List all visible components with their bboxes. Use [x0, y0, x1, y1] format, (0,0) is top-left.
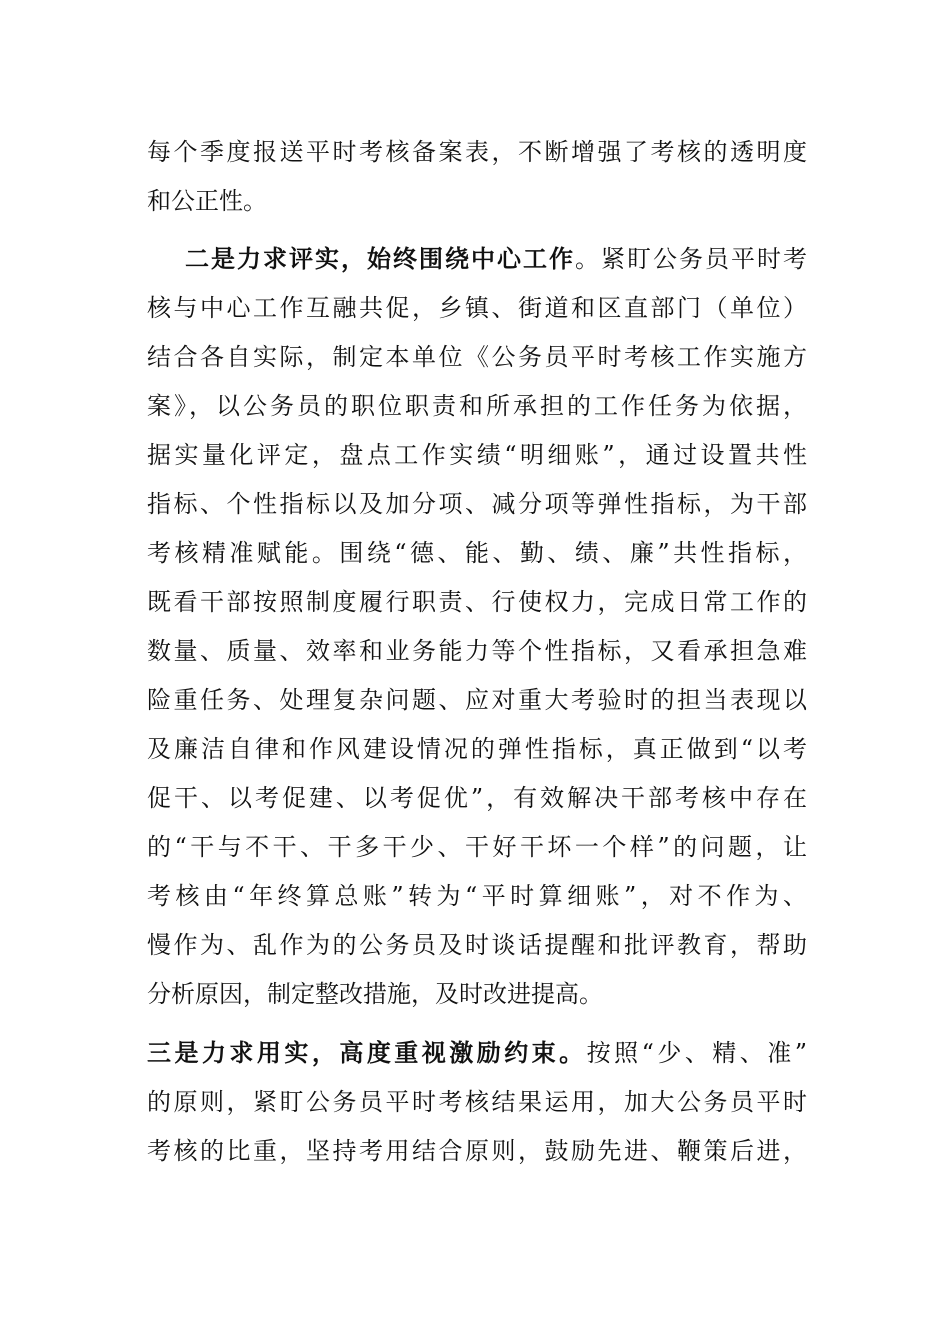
paragraph-2-first-line-text: 。紧盯公务员平时考	[575, 245, 807, 273]
paragraph-3-first-line-text: 按照“少、精、准”	[586, 1039, 807, 1067]
paragraph-2-line-16: 分析原因，制定整改措施，及时改进提高。	[147, 980, 603, 1008]
paragraph-2-line-2: 核与中心工作互融共促，乡镇、街道和区直部门（单位）	[147, 294, 807, 322]
paragraph-2-line-6: 指标、个性指标以及加分项、减分项等弹性指标，为干部	[147, 490, 807, 518]
paragraph-3-line-2: 的原则，紧盯公务员平时考核结果运用，加大公务员平时	[147, 1088, 807, 1116]
paragraph-2-line-13: 的“干与不干、干多干少、干好干坏一个样”的问题，让	[147, 833, 807, 861]
paragraph-2-line-4: 案》，以公务员的职位职责和所承担的工作任务为依据，	[147, 392, 807, 420]
paragraph-2-line-14: 考核由“年终算总账”转为“平时算细账”，对不作为、	[147, 882, 807, 910]
paragraph-2-line-12: 促干、以考促建、以考促优”，有效解决干部考核中存在	[147, 784, 807, 812]
paragraph-2-line-5: 据实量化评定，盘点工作实绩“明细账”，通过设置共性	[147, 441, 807, 469]
paragraph-2-heading: 二是力求评实，始终围绕中心工作	[185, 244, 575, 273]
paragraph-2-line-3: 结合各自实际，制定本单位《公务员平时考核工作实施方	[147, 343, 807, 371]
paragraph-3-line-3: 考核的比重，坚持考用结合原则，鼓励先进、鞭策后进，	[147, 1137, 807, 1165]
paragraph-3-line-1	[147, 1033, 807, 1073]
paragraph-1-line-1: 每个季度报送平时考核备案表，不断增强了考核的透明度	[147, 138, 807, 166]
paragraph-2-line-8: 既看干部按照制度履行职责、行使权力，完成日常工作的	[147, 588, 807, 616]
paragraph-2-line-7: 考核精准赋能。围绕“德、能、勤、绩、廉”共性指标，	[147, 539, 807, 567]
paragraph-3-heading: 三是力求用实，高度重视激励约束。	[147, 1038, 587, 1067]
paragraph-2-line-1	[185, 239, 807, 279]
paragraph-2-line-9: 数量、质量、效率和业务能力等个性指标，又看承担急难	[147, 637, 807, 665]
paragraph-1-line-2: 和公正性。	[147, 187, 267, 215]
paragraph-2-line-15: 慢作为、乱作为的公务员及时谈话提醒和批评教育，帮助	[147, 931, 807, 959]
paragraph-2-line-10: 险重任务、处理复杂问题、应对重大考验时的担当表现以	[147, 686, 807, 714]
paragraph-2-line-11: 及廉洁自律和作风建设情况的弹性指标，真正做到“以考	[147, 735, 807, 763]
